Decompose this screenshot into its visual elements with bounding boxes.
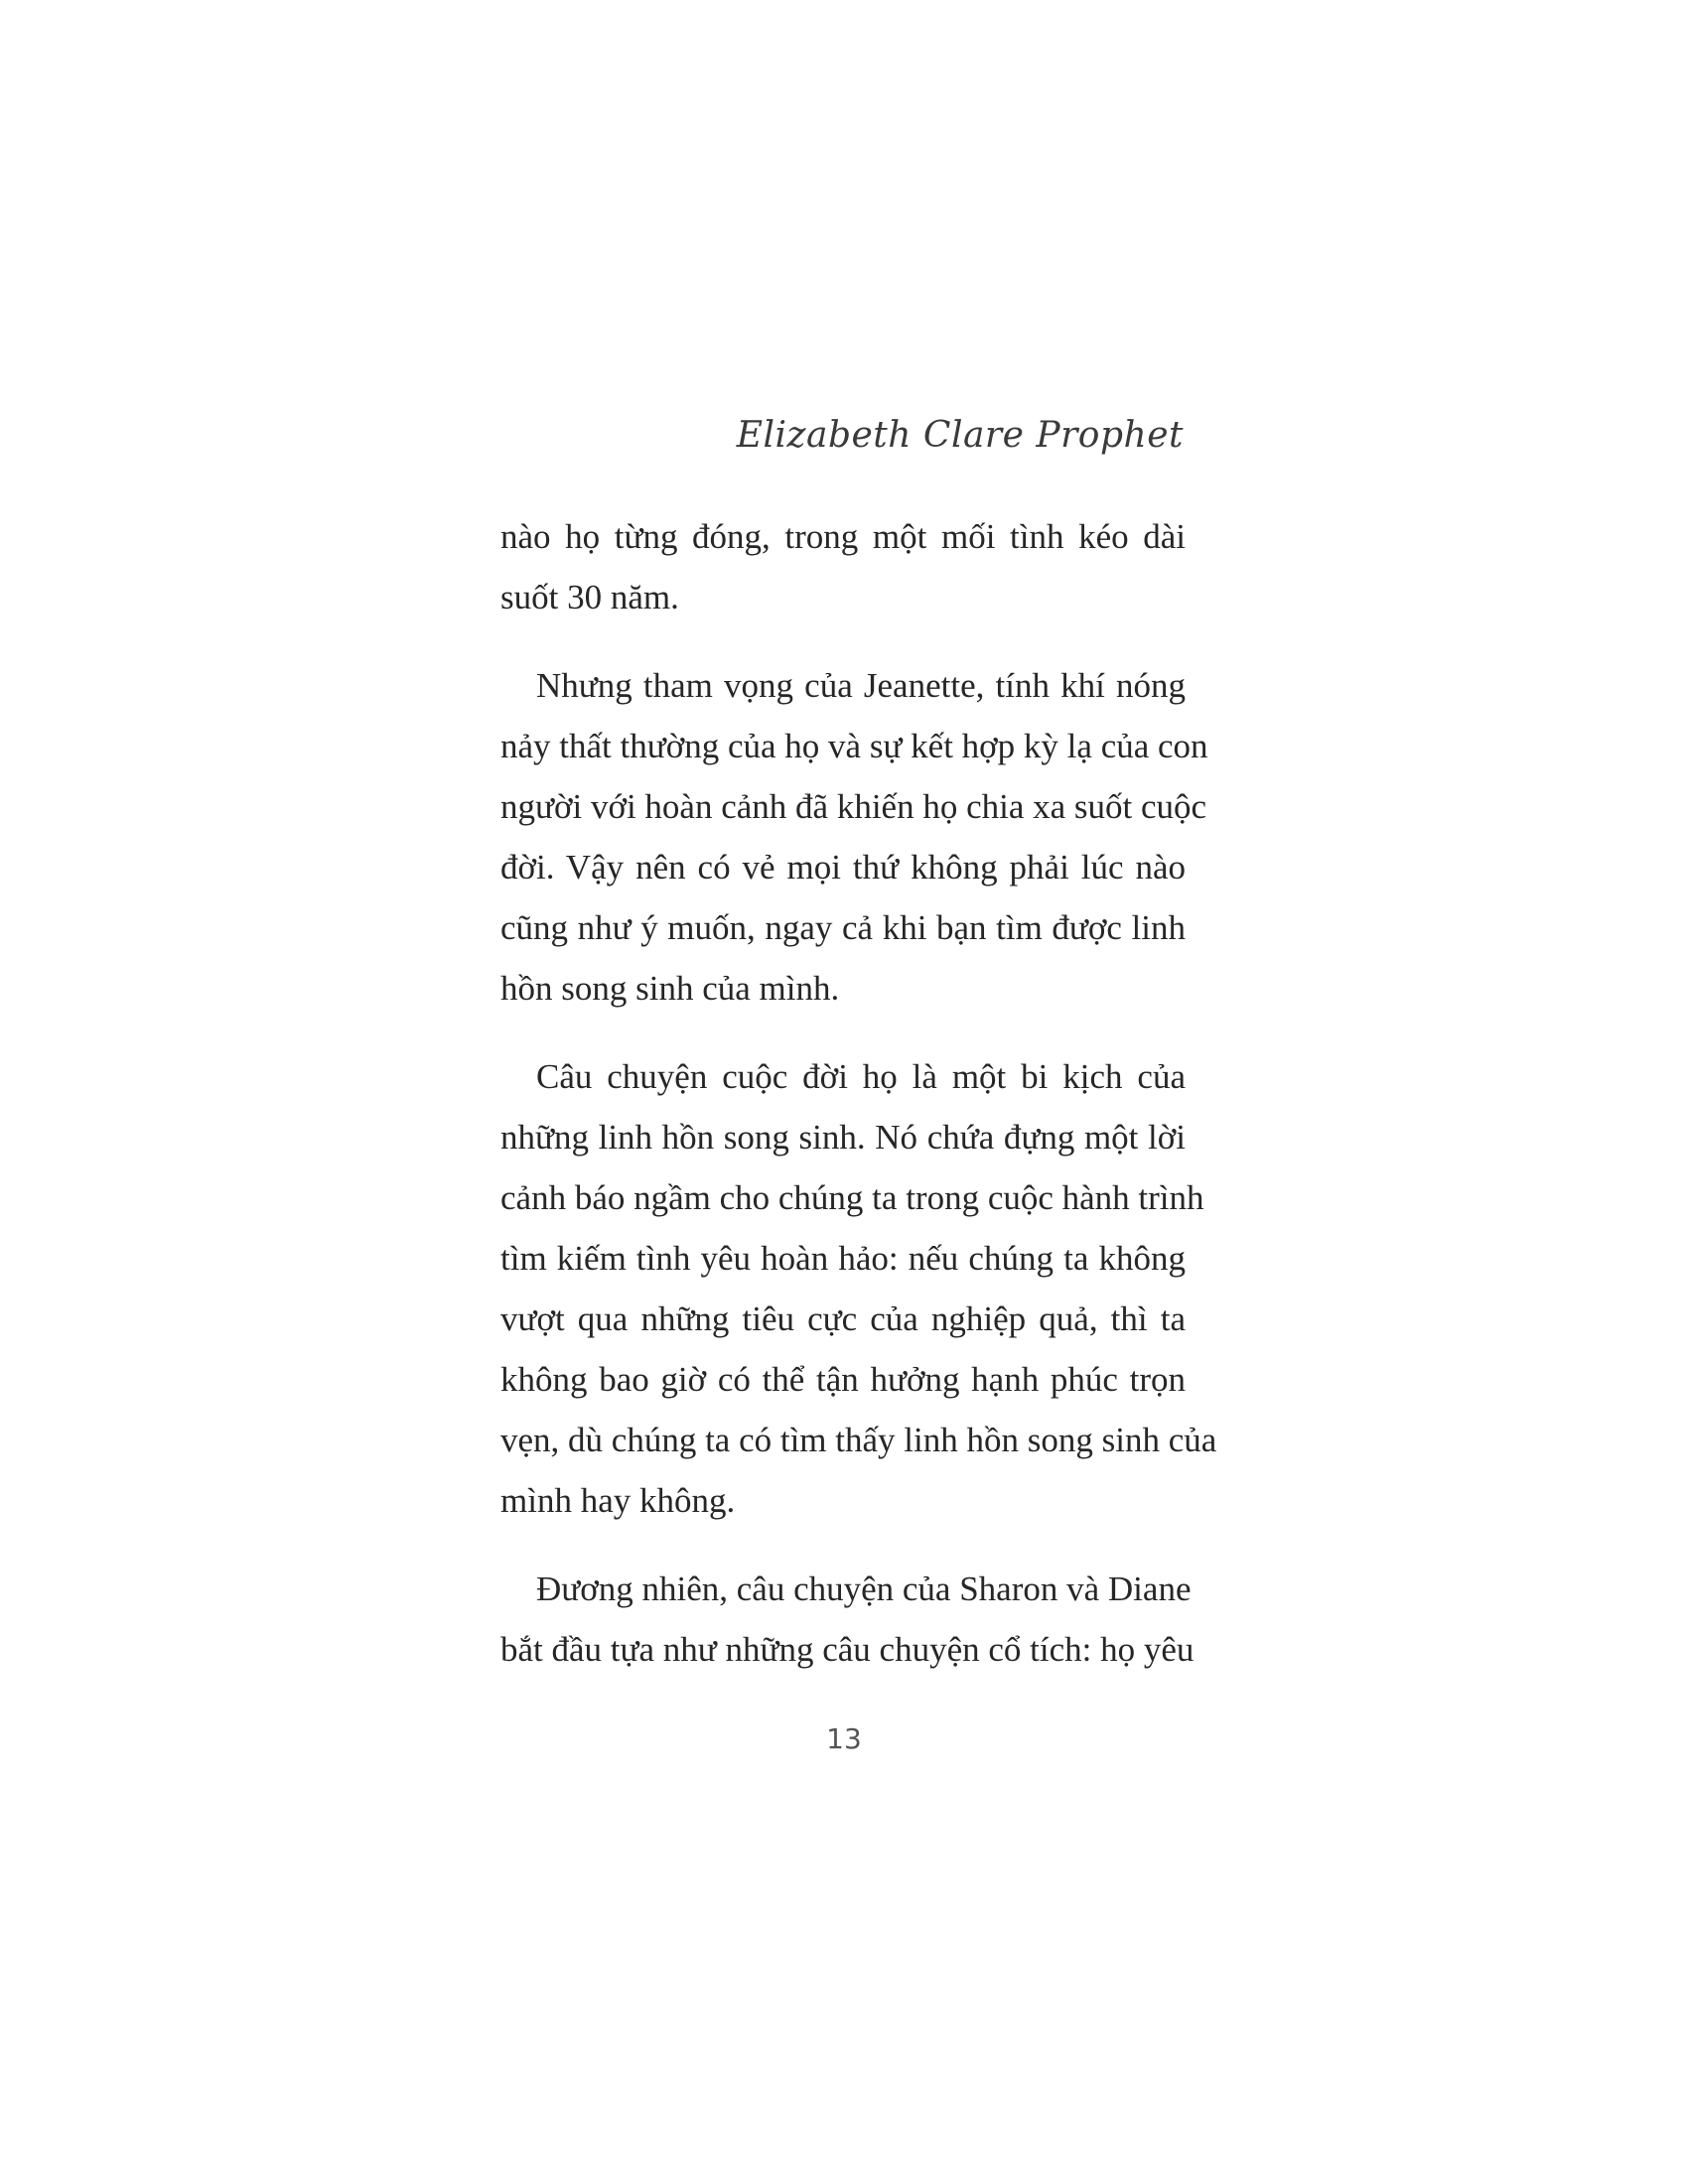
text-line: Câu chuyện cuộc đời họ là một bi kịch của	[536, 1057, 1186, 1096]
text-line: người với hoàn cảnh đã khiến họ chia xa suốt cuộc	[500, 787, 1207, 826]
running-header-author: Elizabeth Clare Prophet	[736, 415, 1184, 456]
text-line: bắt đầu tựa như những câu chuyện cổ tích: họ yêu	[500, 1630, 1195, 1669]
text-line: hồn song sinh của mình.	[500, 969, 840, 1008]
paragraph	[500, 1559, 1195, 1680]
text-line: đời. Vậy nên có vẻ mọi thứ không phải lúc nào	[500, 848, 1186, 887]
text-line: những linh hồn song sinh. Nó chứa đựng một lời	[500, 1118, 1186, 1157]
text-line: nảy thất thường của họ và sự kết hợp kỳ lạ của con	[500, 727, 1208, 765]
page-number: 13	[826, 1722, 862, 1755]
text-line: mình hay không.	[500, 1481, 736, 1520]
text-line: cảnh báo ngầm cho chúng ta trong cuộc hành trình	[500, 1178, 1204, 1217]
text-line: không bao giờ có thể tận hưởng hạnh phúc trọn	[500, 1360, 1186, 1399]
paragraph	[500, 655, 1208, 1019]
text-line: cũng như ý muốn, ngay cả khi bạn tìm được linh	[500, 908, 1186, 947]
text-line: Nhưng tham vọng của Jeanette, tính khí nóng	[536, 666, 1186, 705]
text-line: nào họ từng đóng, trong một mối tình kéo dài	[500, 517, 1186, 556]
text-line: vượt qua những tiêu cực của nghiệp quả, thì ta	[500, 1299, 1186, 1338]
paragraph	[500, 506, 1186, 627]
text-line: vẹn, dù chúng ta có tìm thấy linh hồn song sinh của	[500, 1421, 1217, 1459]
body-text	[500, 506, 1217, 1707]
paragraph	[500, 1046, 1217, 1531]
text-line: tìm kiếm tình yêu hoàn hảo: nếu chúng ta không	[500, 1239, 1186, 1278]
text-line: suốt 30 năm.	[500, 578, 679, 616]
text-line: Đương nhiên, câu chuyện của Sharon và Diane	[536, 1570, 1192, 1608]
